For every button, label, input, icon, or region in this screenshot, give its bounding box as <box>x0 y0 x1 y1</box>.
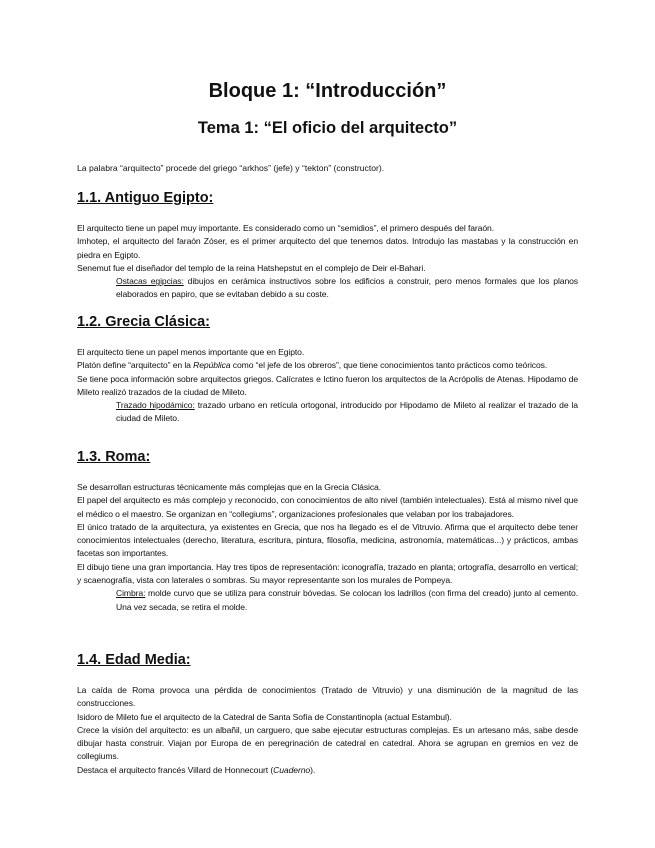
definition-paragraph <box>116 587 578 614</box>
paragraph: La caída de Roma provoca una pérdida de conocimientos (Tratado de Vitruvio) y una disminución de la magnitud de las construcciones. <box>77 685 578 709</box>
section-roma <box>77 447 578 614</box>
paragraph <box>77 359 578 372</box>
paragraph: Isidoro de Mileto fue el arquitecto de la Catedral de Santa Sofía de Constantinopla (actual Estambul). <box>77 711 452 722</box>
intro-paragraph: La palabra “arquitecto” procede del griego “arkhos” (jefe) y “tekton” (constructor). <box>77 163 385 173</box>
italic-text: Cuaderno <box>273 764 311 775</box>
paragraph: Crece la visión del arquitecto: es un albañil, un carguero, que sabe ejecutar estructuras complejas. Es un artesano más, sabe desde dibujar hasta construir. Viajan por Europa de en peregrinación de catedral en catedral. Ahora se agrupan en gremios en vez de collegiums. <box>77 724 578 762</box>
definition-paragraph <box>116 399 578 426</box>
paragraph: Se desarrollan estructuras técnicamente más complejas que en la Grecia Clásica. <box>77 482 382 492</box>
definition-text: molde curvo que se utiliza para construir bóvedas. Se colocan los ladrillos (con firma del creado) junto al cemento. Una vez secada, se retira el molde. <box>116 588 578 612</box>
italic-text: República <box>193 360 231 371</box>
paragraph: Senemut fue el diseñador del templo de la reina Hatshepstut en el complejo de Deir el-Bahari. <box>77 262 426 273</box>
paragraph: El dibujo tiene una gran importancia. Hay tres tipos de representación: iconografía, trazado en planta; ortografía, desarrollo en vertical; y scaenografía, vista con laterales o sombras. Su mayor representante son los murales de Pompeya. <box>77 561 578 586</box>
text: Platón define “arquitecto” en la <box>77 360 194 371</box>
definition-text: trazado urbano en retícula ortogonal, introducido por Hipodamo de Mileto al realizar el trazado de la ciudad de Mileto. <box>116 400 578 424</box>
paragraph: El arquitecto tiene un papel muy importante. Es considerado como un “semidios”, el primero después del faraón. <box>77 223 495 233</box>
section-grecia-clasica <box>77 312 578 426</box>
definition-term: Trazado hipodámico: <box>116 400 195 411</box>
definition-term: Ostacas egipcias: <box>116 276 184 287</box>
section-heading: 1.1. Antiguo Egipto: <box>77 190 214 206</box>
section-heading: 1.2. Grecia Clásica: <box>77 314 210 330</box>
definition-paragraph <box>116 275 578 302</box>
paragraph: El único tratado de la arquitectura, ya existentes en Grecia, que nos ha llegado es el de Vitruvio. Afirma que el arquitecto debe tener conocimientos intelectuales (derecho, literatura, escritura, pintura, filosofía, medicina, astronomía, matemáticas...) y prácticos, ambas facetas son importantes. <box>77 521 578 559</box>
text: ). <box>310 764 316 775</box>
topic-title: Tema 1: “El oficio del arquitecto” <box>197 119 458 137</box>
section-edad-media <box>77 650 578 777</box>
paragraph: El arquitecto tiene un papel menos importante que en Egipto. <box>77 347 305 357</box>
block-title: Bloque 1: “Introducción” <box>208 80 447 102</box>
text: como “el jefe de los obreros”, que tiene conocimientos tanto prácticos como teóricos. <box>230 360 548 371</box>
section-heading: 1.3. Roma: <box>77 449 151 465</box>
text: Destaca el arquitecto francés Villard de Honnecourt ( <box>77 764 274 775</box>
section-antiguo-egipto <box>77 188 578 302</box>
paragraph <box>77 764 578 777</box>
definition-text: dibujos en cerámica instructivos sobre los edificios a construir, pero menos formales que los planos elaborados en papiro, que se evitaban debido a su coste. <box>116 276 578 300</box>
definition-term: Cimbra: <box>116 588 146 599</box>
paragraph: Se tiene poca información sobre arquitectos griegos. Calícrates e Ictino fueron los arquitectos de la Acrópolis de Atenas. Hipodamo de Mileto realizó trazados de la ciudad de Mileto. <box>77 373 578 397</box>
paragraph: El papel del arquitecto es más complejo y reconocido, con conocimientos de alto nivel (también intelectuales). Está al mismo nivel que el médico o el maestro. Se organizan en “collegiums”, organizaciones profesionales que velaban por los trabajadores. <box>77 495 578 519</box>
section-heading: 1.4. Edad Media: <box>77 652 191 668</box>
paragraph: Imhotep, el arquitecto del faraón Zóser, es el primer arquitecto del que tenemos datos. Introdujo las mastabas y la construcción en piedra en Egipto. <box>77 236 578 260</box>
